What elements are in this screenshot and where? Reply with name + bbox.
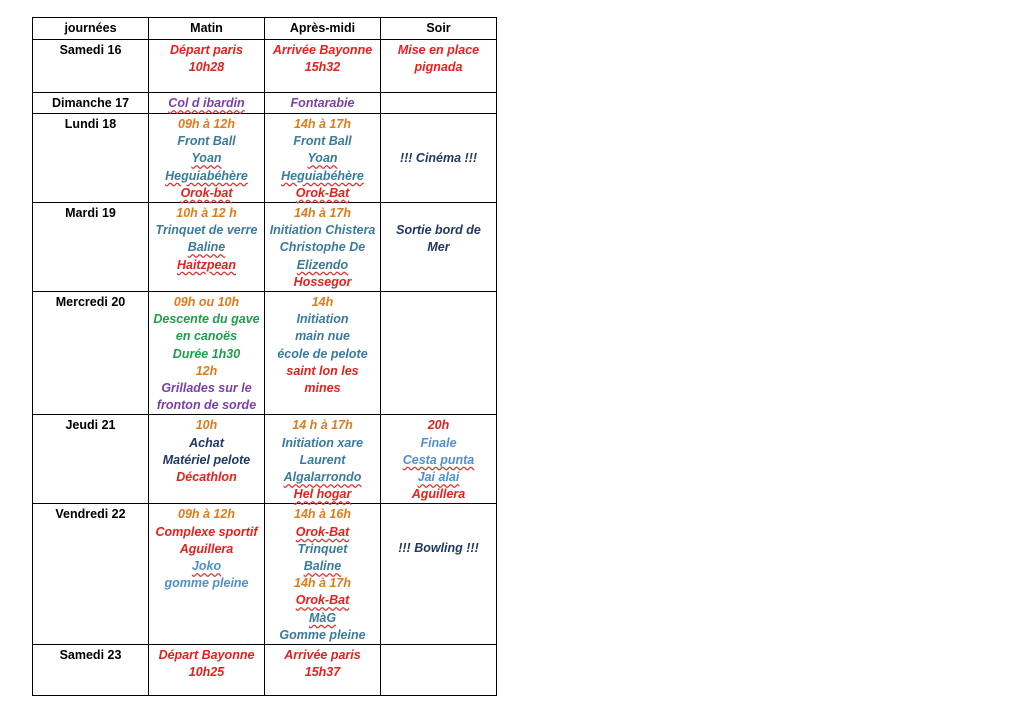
day-cell: Lundi 18	[33, 114, 149, 203]
activity-line: Durée 1h30	[172, 346, 241, 361]
activity-line: 09h ou 10h	[173, 295, 240, 310]
schedule-table	[32, 17, 497, 696]
header-afternoon: Après-midi	[265, 18, 381, 40]
activity-line: 12h	[195, 363, 218, 378]
activity-line: Yoan	[191, 151, 222, 166]
activity-line: Heguiabéhère	[165, 168, 248, 183]
activity-line: Achat	[189, 435, 224, 450]
activity-line: Yoan	[307, 151, 338, 166]
activity-line: 15h37	[304, 665, 341, 680]
activity-line: Baline	[303, 559, 342, 574]
activity-line: Orok-Bat	[295, 185, 350, 200]
activity-line: Finale	[420, 435, 457, 450]
activity-line: Arrivée paris	[284, 648, 361, 663]
schedule-row	[33, 415, 497, 504]
afternoon-cell	[265, 415, 381, 504]
activity-line: Joko	[191, 559, 222, 574]
evening-cell	[381, 504, 497, 645]
schedule-row	[33, 40, 497, 93]
activity-line: pignada	[414, 60, 463, 75]
schedule-row	[33, 504, 497, 645]
activity-line: 09h à 12h	[178, 507, 235, 522]
morning-cell	[149, 292, 265, 415]
activity-line: !!! Cinéma !!!	[399, 151, 478, 166]
activity-line: Col d ibardin	[168, 96, 245, 110]
activity-line: Complexe sportif	[155, 524, 258, 539]
evening-cell	[381, 645, 497, 696]
activity-line: 14 h à 17h	[292, 418, 353, 433]
activity-line: main nue	[295, 329, 350, 344]
activity-line: Christophe De	[279, 240, 366, 255]
schedule-row	[33, 93, 497, 114]
activity-line: 10h28	[188, 60, 225, 75]
activity-line: Mise en place	[397, 43, 480, 57]
activity-line: Départ paris	[170, 43, 243, 57]
activity-line: Front Ball	[293, 134, 352, 149]
schedule-row	[33, 114, 497, 203]
activity-line: Fontarabie	[290, 96, 355, 110]
day-cell: Vendredi 22	[33, 504, 149, 645]
activity-line: 10h25	[188, 665, 225, 680]
activity-line: !!! Bowling !!!	[398, 541, 479, 556]
activity-line: 20h	[427, 418, 450, 433]
activity-line: Elizendo	[296, 257, 349, 272]
activity-line: 14h	[311, 295, 334, 310]
activity-line: Matériel pelote	[162, 452, 251, 467]
activity-line: Initiation	[296, 312, 349, 327]
evening-cell	[381, 203, 497, 292]
activity-line: en canoës	[175, 329, 238, 344]
morning-cell	[149, 40, 265, 93]
morning-cell	[149, 504, 265, 645]
activity-line: Haitzpean	[176, 257, 237, 272]
morning-cell	[149, 93, 265, 114]
activity-line: gomme pleine	[164, 576, 249, 591]
activity-line: Front Ball	[177, 134, 236, 149]
schedule-row	[33, 292, 497, 415]
evening-cell	[381, 114, 497, 203]
header-morning: Matin	[149, 18, 265, 40]
activity-line: Mer	[427, 240, 450, 255]
activity-line: école de pelote	[277, 346, 368, 361]
day-cell: Samedi 23	[33, 645, 149, 696]
activity-line: 14h à 17h	[294, 117, 351, 131]
activity-line: Décathlon	[176, 470, 237, 485]
activity-line: Aguillera	[411, 487, 466, 502]
activity-line: Algalarrondo	[283, 470, 362, 485]
activity-line: mines	[304, 381, 341, 396]
activity-line: Orok-bat	[180, 185, 233, 200]
activity-line: 15h32	[304, 60, 341, 75]
activity-line: Cesta punta	[402, 452, 475, 467]
day-cell: Jeudi 21	[33, 415, 149, 504]
activity-line: Gomme pleine	[279, 627, 366, 642]
afternoon-cell	[265, 203, 381, 292]
morning-cell	[149, 203, 265, 292]
activity-line: Orok-Bat	[295, 593, 350, 608]
activity-line: MàG	[308, 610, 337, 625]
activity-line: Aguillera	[179, 541, 234, 556]
morning-cell	[149, 114, 265, 203]
activity-line: Départ Bayonne	[158, 648, 255, 663]
header-days: journées	[33, 18, 149, 40]
day-cell: Mercredi 20	[33, 292, 149, 415]
activity-line: Hossegor	[293, 274, 352, 289]
header-row	[33, 18, 497, 40]
activity-line: Laurent	[299, 452, 346, 467]
evening-cell	[381, 40, 497, 93]
day-cell: Samedi 16	[33, 40, 149, 93]
afternoon-cell	[265, 292, 381, 415]
activity-line: 14h à 17h	[294, 206, 351, 221]
activity-line: Grillades sur le	[161, 381, 252, 396]
schedule-row	[33, 203, 497, 292]
activity-line: Initiation xare	[281, 435, 364, 450]
day-cell: Mardi 19	[33, 203, 149, 292]
activity-line: 10h	[195, 418, 218, 433]
activity-line: Sortie bord de	[396, 223, 481, 238]
schedule-row	[33, 645, 497, 696]
activity-line: fronton de sorde	[156, 398, 257, 413]
activity-line: Arrivée Bayonne	[272, 43, 373, 57]
evening-cell	[381, 292, 497, 415]
activity-line: Baline	[187, 240, 226, 255]
activity-line: Initiation Chistera	[269, 223, 376, 238]
activity-line: 14h à 16h	[294, 507, 351, 522]
activity-line: Orok-Bat	[295, 524, 350, 539]
morning-cell	[149, 415, 265, 504]
activity-line: Heguiabéhère	[281, 168, 364, 183]
evening-cell	[381, 415, 497, 504]
evening-cell	[381, 93, 497, 114]
activity-line: 14h à 17h	[294, 576, 351, 591]
afternoon-cell	[265, 645, 381, 696]
activity-line: Trinquet de verre	[155, 223, 258, 238]
activity-line: Jai alai	[417, 470, 460, 485]
afternoon-cell	[265, 114, 381, 203]
afternoon-cell	[265, 40, 381, 93]
activity-line: 09h à 12h	[178, 117, 235, 131]
afternoon-cell	[265, 93, 381, 114]
header-evening: Soir	[381, 18, 497, 40]
activity-line: Descente du gave	[153, 312, 260, 327]
activity-line: saint lon les	[286, 363, 359, 378]
activity-line: Hel hogar	[293, 487, 352, 502]
activity-line: Trinquet	[297, 541, 348, 556]
afternoon-cell	[265, 504, 381, 645]
activity-line: 10h à 12 h	[176, 206, 237, 221]
day-cell: Dimanche 17	[33, 93, 149, 114]
morning-cell	[149, 645, 265, 696]
